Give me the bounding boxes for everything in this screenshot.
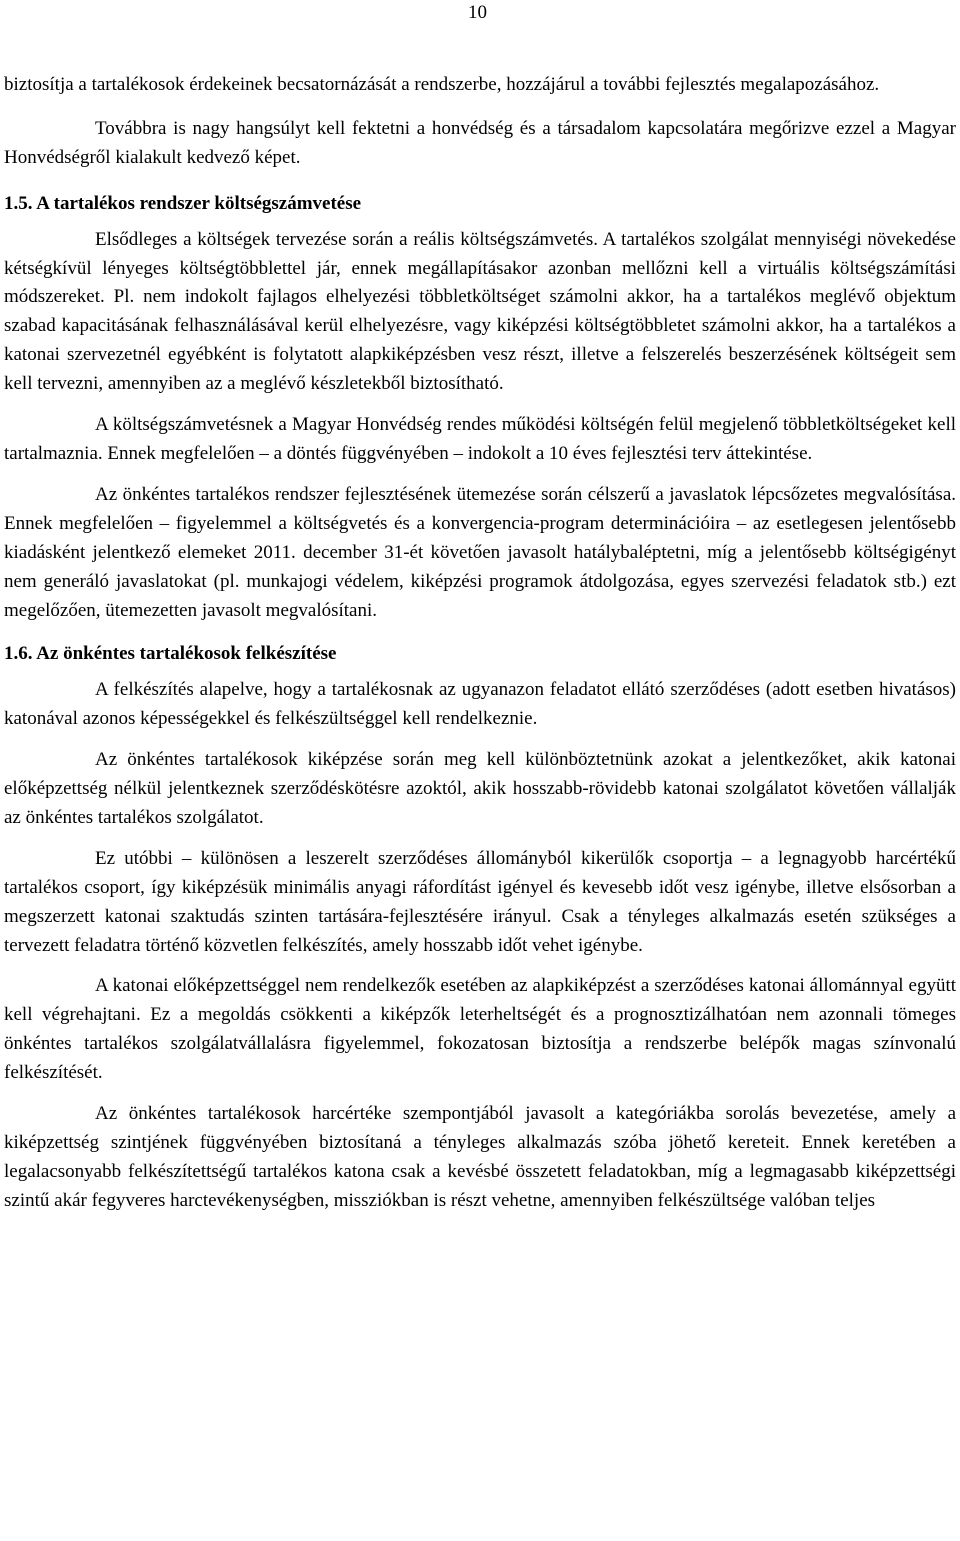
paragraph: Az önkéntes tartalékosok harcértéke szempontjából javasolt a kategóriákba sorolás bevezetése, amely a kiképzettség szintjének függvényében biztosítaná a tényleges alkalmazás szóba jöhető kereteit. Ennek keretében a legalacsonyabb felkészítettségű tartalékos katona csak a kevésbé összetett feladatokban, míg a legmagasabb kiképzettségi szintű akár fegyveres harctevékenységben, missziókban is részt vehetne, amennyiben felkészültsége valóban teljes (4, 1103, 956, 1211)
page-number: 10 (468, 2, 487, 23)
paragraph: Ez utóbbi – különösen a leszerelt szerződéses állományból kikerülők csoportja – a legnagyobb harcértékű tartalékos csoport, így kiképzésük minimális anyagi ráfordítást igényel és kevesebb időt vesz igénybe, illetve elsősorban a megszerzett katonai szaktudás szinten tartására-fejlesztésére irányul. Csak a tényleges alkalmazás esetén szükséges a tervezett feladatra történő közvetlen felkészítés, amely hosszabb időt vehet igénybe. (4, 847, 956, 956)
paragraph: biztosítja a tartalékosok érdekeinek becsatornázását a rendszerbe, hozzájárul a további fejlesztés megalapozásához. (4, 74, 880, 95)
paragraph: Az önkéntes tartalékosok kiképzése során meg kell különböztetnünk azokat a jelentkezőket, akik katonai előképzettség nélkül jelentkeznek szerződéskötésre azoktól, akik hosszabb-rövidebb katonai szolgálatot követően vállalják az önkéntes tartalékos szolgálatot. (4, 749, 956, 828)
paragraph: Az önkéntes tartalékos rendszer fejlesztésének ütemezése során célszerű a javaslatok lépcsőzetes megvalósítása. Ennek megfelelően – figyelemmel a költségvetés és a konvergencia-program determinációira – az esetlegesen jelentősebb kiadásként jelentkező elemeket 2011. december 31-ét követően javasolt hatálybaléptetni, míg a jelentősebb költségigényt nem generáló javaslatokat (pl. munkajogi védelem, kiképzési programok átdolgozása, egyes szervezési feladatok stb.) ezt megelőzően, ütemezetten javasolt megvalósítani. (4, 483, 956, 621)
paragraph: Elsődleges a költségek tervezése során a reális költségszámvetés. A tartalékos szolgálat mennyiségi növekedése kétségkívül lényeges költségtöbblettel jár, ennek megállapításakor azonban mellőzni kell a virtuális költségszámítási módszereket. Pl. nem indokolt fajlagos elhelyezési többletköltséget számolni akkor, ha a tartalékos meglévő objektum szabad kapacitásának felhasználásával kerül elhelyezésre, vagy kiképzési költségtöbbletet számolni akkor, ha a tartalékos a katonai szervezetnél egyébként is folytatott alapkiképzésben vesz részt, illetve a felszerelés beszerzésének költségeit sem kell tervezni, amennyiben az a meglévő készletekből biztosítható. (4, 228, 956, 395)
document-body (4, 71, 956, 1216)
section-heading: 1.6. Az önkéntes tartalékosok felkészítése (4, 643, 337, 665)
section-heading: 1.5. A tartalékos rendszer költségszámvetése (4, 192, 362, 214)
paragraph: A katonai előképzettséggel nem rendelkezők esetében az alapkiképzést a szerződéses katonai állománnyal együtt kell végrehajtani. Ez a megoldás csökkenti a kiképzők leterheltségét és a prognosztizálhatóan nem azonnali tömeges önkéntes tartalékos szolgálatvállalásra figyelemmel, fokozatosan biztosítja a rendszerbe belépők magas színvonalú felkészítését. (4, 975, 956, 1084)
paragraph: A felkészítés alapelve, hogy a tartalékosnak az ugyanazon feladatot ellátó szerződéses (adott esetben hivatásos) katonával azonos képességekkel és felkészültséggel kell rendelkeznie. (4, 679, 956, 730)
paragraph: Továbbra is nagy hangsúlyt kell fektetni a honvédség és a társadalom kapcsolatára megőrizve ezzel a Magyar Honvédségről kialakult kedvező képet. (4, 117, 956, 168)
paragraph: A költségszámvetésnek a Magyar Honvédség rendes működési költségén felül megjelenő többletköltségeket kell tartalmaznia. Ennek megfelelően – a döntés függvényében – indokolt a 10 éves fejlesztési terv áttekintése. (4, 414, 956, 464)
